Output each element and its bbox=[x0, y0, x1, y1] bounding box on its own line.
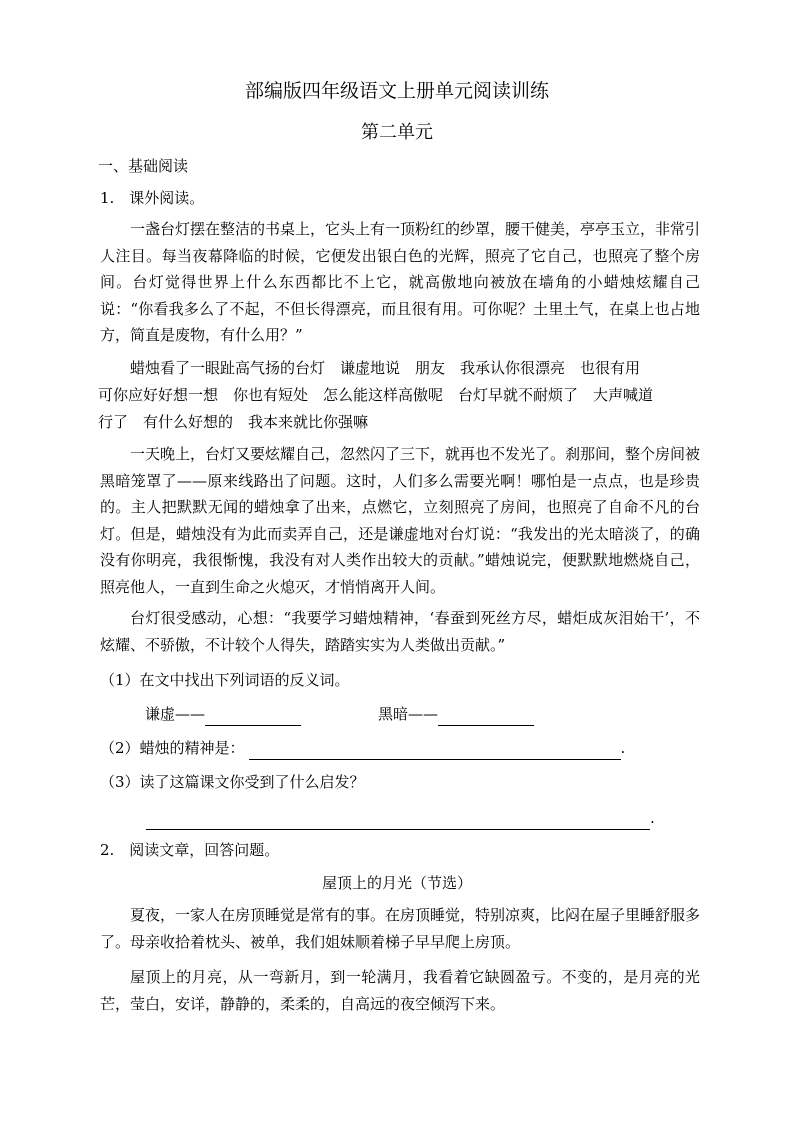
q1-sub-question-1: （1）在文中找出下列词语的反义词。 bbox=[100, 671, 350, 689]
question-2-label: 2. 阅读文章，回答问题。 bbox=[100, 841, 280, 859]
q1-sub-question-3: （3）读了这篇课文你受到了什么启发？ bbox=[100, 773, 365, 791]
q1-paragraph-2-line-1: 蜡烛看了一眼趾高气扬的台灯 谦虚地说 朋友 我承认你很漂亮 也很有用 bbox=[130, 359, 641, 377]
antonym-word-2: 黑暗—— bbox=[378, 705, 439, 723]
q2-paragraph-2: 屋顶上的月亮，从一弯新月，到一轮满月，我看着它缺圆盈亏。不变的，是月亮的光芒，莹白，安详，静静的，柔柔的，自高远的夜空倾泻下来。 bbox=[100, 968, 700, 1013]
candle-spirit-answer-blank[interactable] bbox=[249, 741, 621, 760]
q1-paragraph-2-line-3: 行了 有什么好想的 我本来就比你强嘛 bbox=[98, 413, 369, 431]
document-title: 部编版四年级语文上册单元阅读训练 bbox=[244, 80, 549, 102]
unit-title: 第二单元 bbox=[361, 122, 433, 143]
sub-question-2-end: . bbox=[620, 739, 626, 757]
q1-sub-question-3-answer bbox=[146, 806, 655, 830]
question-1-label: 1. 课外阅读。 bbox=[100, 189, 205, 207]
q1-paragraph-3: 一天晚上，台灯又要炫耀自己，忽然闪了三下，就再也不发光了。刹那间，整个房间被黑暗笼罩了——原来线路出了问题。这时，人们多么需要光啊！哪怕是一点点，也是珍贵的。主人把默默无闻的蜡烛拿了出来，点燃它，立刻照亮了房间，也照亮了自命不凡的台灯。但是，蜡烛没有为此而卖弄自己，还是谦虚地对台灯说：“我发出的光太暗淡了，的确没有你明亮，我很惭愧，我没有对人类作出较大的贡献。”蜡烛说完，便默默地燃烧自己，照亮他人，一直到生命之火熄灭，才悄悄离开人间。 bbox=[100, 445, 701, 596]
inspiration-answer-blank[interactable] bbox=[146, 811, 650, 830]
q1-sub-question-2 bbox=[100, 736, 625, 760]
antonym-answer-1-blank[interactable] bbox=[205, 707, 301, 726]
q1-paragraph-2-line-2: 可你应好好想一想 你也有短处 怎么能这样高傲呢 台灯早就不耐烦了 大声喊道 bbox=[98, 386, 654, 404]
section-heading: 一、基础阅读 bbox=[98, 157, 189, 175]
sub-question-3-end: . bbox=[650, 809, 655, 827]
antonym-word-1: 谦虚—— bbox=[145, 705, 206, 723]
passage-2-title: 屋顶上的月光（节选） bbox=[321, 874, 472, 892]
q2-paragraph-1: 夏夜，一家人在房顶睡觉是常有的事。在房顶睡觉，特别凉爽，比闷在屋子里睡舒服多了。母亲收拾着枕头、被单，我们姐妹顺着梯子早早爬上房顶。 bbox=[100, 906, 701, 951]
antonym-answer-2-blank[interactable] bbox=[438, 707, 534, 726]
antonym-item-1 bbox=[145, 702, 301, 726]
antonym-item-2 bbox=[378, 702, 534, 726]
q1-paragraph-1: 一盏台灯摆在整洁的书桌上，它头上有一顶粉红的纱罩，腰干健美，亭亭玉立，非常引人注目。每当夜幕降临的时候，它便发出银白色的光辉，照亮了它自己，也照亮了整个房间。台灯觉得世界上什么东西都比不上它，就高傲地向被放在墙角的小蜡烛炫耀自己说：“你看我多么了不起，不但长得漂亮，而且很有用。可你呢？土里土气，在桌上也占地方，简直是废物，有什么用？” bbox=[100, 220, 701, 345]
sub-question-2-label: （2）蜡烛的精神是： bbox=[100, 739, 245, 757]
q1-paragraph-4: 台灯很受感动，心想：“我要学习蜡烛精神，‘春蚕到死丝方尽，蜡炬成灰泪始干’，不炫耀、不骄傲，不计较个人得失，踏踏实实为人类做出贡献。” bbox=[100, 609, 700, 654]
